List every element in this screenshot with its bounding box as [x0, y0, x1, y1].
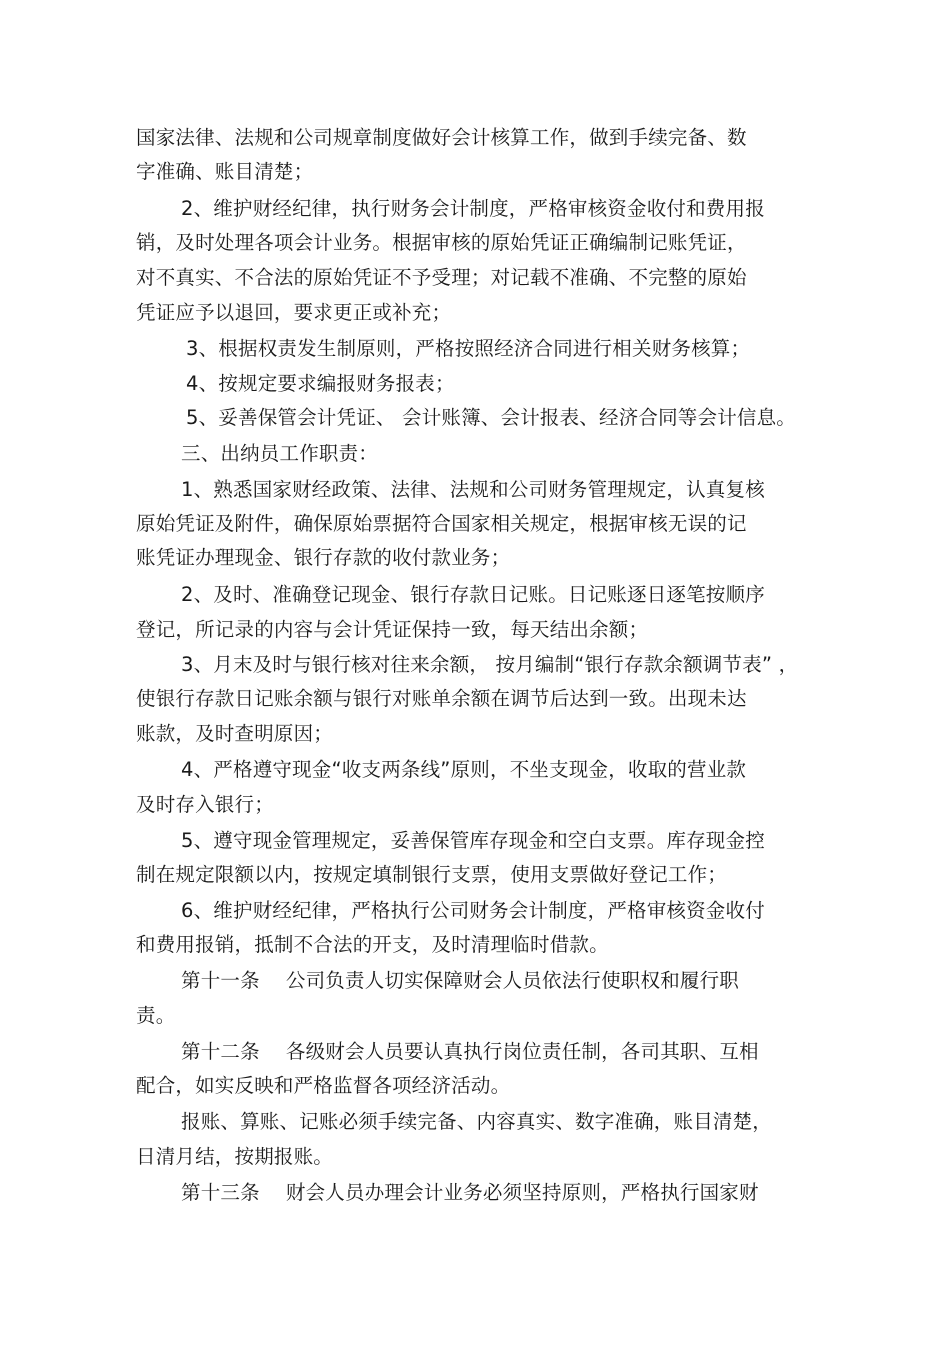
text-line: 原始凭证及附件，确保原始票据符合国家相关规定，根据审核无误的记	[136, 512, 747, 535]
text-line: 及时存入银行；	[136, 793, 274, 816]
text-line: 字准确、账目清楚；	[136, 160, 314, 183]
text-line: 配合，如实反映和严格监督各项经济活动。	[136, 1074, 511, 1097]
text-line: 6、维护财经纪律，严格执行公司财务会计制度，严格审核资金收付	[181, 899, 765, 922]
text-line: 账凭证办理现金、银行存款的收付款业务；	[136, 546, 511, 569]
text-line: 账款，及时查明原因；	[136, 722, 334, 745]
text-line: 2、维护财经纪律，执行财务会计制度，严格审核资金收付和费用报	[181, 197, 765, 220]
text-line: 销，及时处理各项会计业务。根据审核的原始凭证正确编制记账凭证，	[136, 231, 747, 254]
text-line: 5、妥善保管会计凭证、 会计账簿、会计报表、经济合同等会计信息。	[186, 406, 797, 429]
text-line: 凭证应予以退回，要求更正或补充；	[136, 301, 452, 324]
article-line: 第十二条 各级财会人员要认真执行岗位责任制，各司其职、互相	[181, 1040, 759, 1063]
text-line: 制在规定限额以内，按规定填制银行支票，使用支票做好登记工作；	[136, 863, 728, 886]
text-line: 日清月结，按期报账。	[136, 1145, 334, 1168]
text-line: 2、及时、准确登记现金、银行存款日记账。日记账逐日逐笔按顺序	[181, 583, 765, 606]
article-line: 第十三条 财会人员办理会计业务必须坚持原则，严格执行国家财	[181, 1181, 759, 1204]
text-line: 4、严格遵守现金“收支两条线”原则，不坐支现金，收取的营业款	[181, 758, 747, 781]
text-line: 国家法律、法规和公司规章制度做好会计核算工作，做到手续完备、数	[136, 126, 747, 149]
section-heading: 三、出纳员工作职责：	[181, 442, 379, 465]
text-line: 使银行存款日记账余额与银行对账单余额在调节后达到一致。出现未达	[136, 687, 747, 710]
article-line: 第十一条 公司负责人切实保障财会人员依法行使职权和履行职	[181, 969, 739, 992]
text-line: 1、熟悉国家财经政策、法律、法规和公司财务管理规定，认真复核	[181, 478, 765, 501]
text-line: 5、遵守现金管理规定，妥善保管库存现金和空白支票。库存现金控	[181, 829, 765, 852]
text-line: 4、按规定要求编报财务报表；	[186, 372, 455, 395]
text-line: 和费用报销，抵制不合法的开支，及时清理临时借款。	[136, 933, 609, 956]
text-line: 登记，所记录的内容与会计凭证保持一致，每天结出余额；	[136, 618, 649, 641]
text-line: 3、根据权责发生制原则，严格按照经济合同进行相关财务核算；	[186, 337, 751, 360]
text-line: 3、月末及时与银行核对往来余额， 按月编制“银行存款余额调节表” ，	[181, 653, 799, 676]
text-line: 责。	[136, 1004, 176, 1027]
text-line: 对不真实、不合法的原始凭证不予受理；对记载不准确、不完整的原始	[136, 266, 747, 289]
text-line: 报账、算账、记账必须手续完备、内容真实、数字准确，账目清楚，	[181, 1110, 773, 1133]
